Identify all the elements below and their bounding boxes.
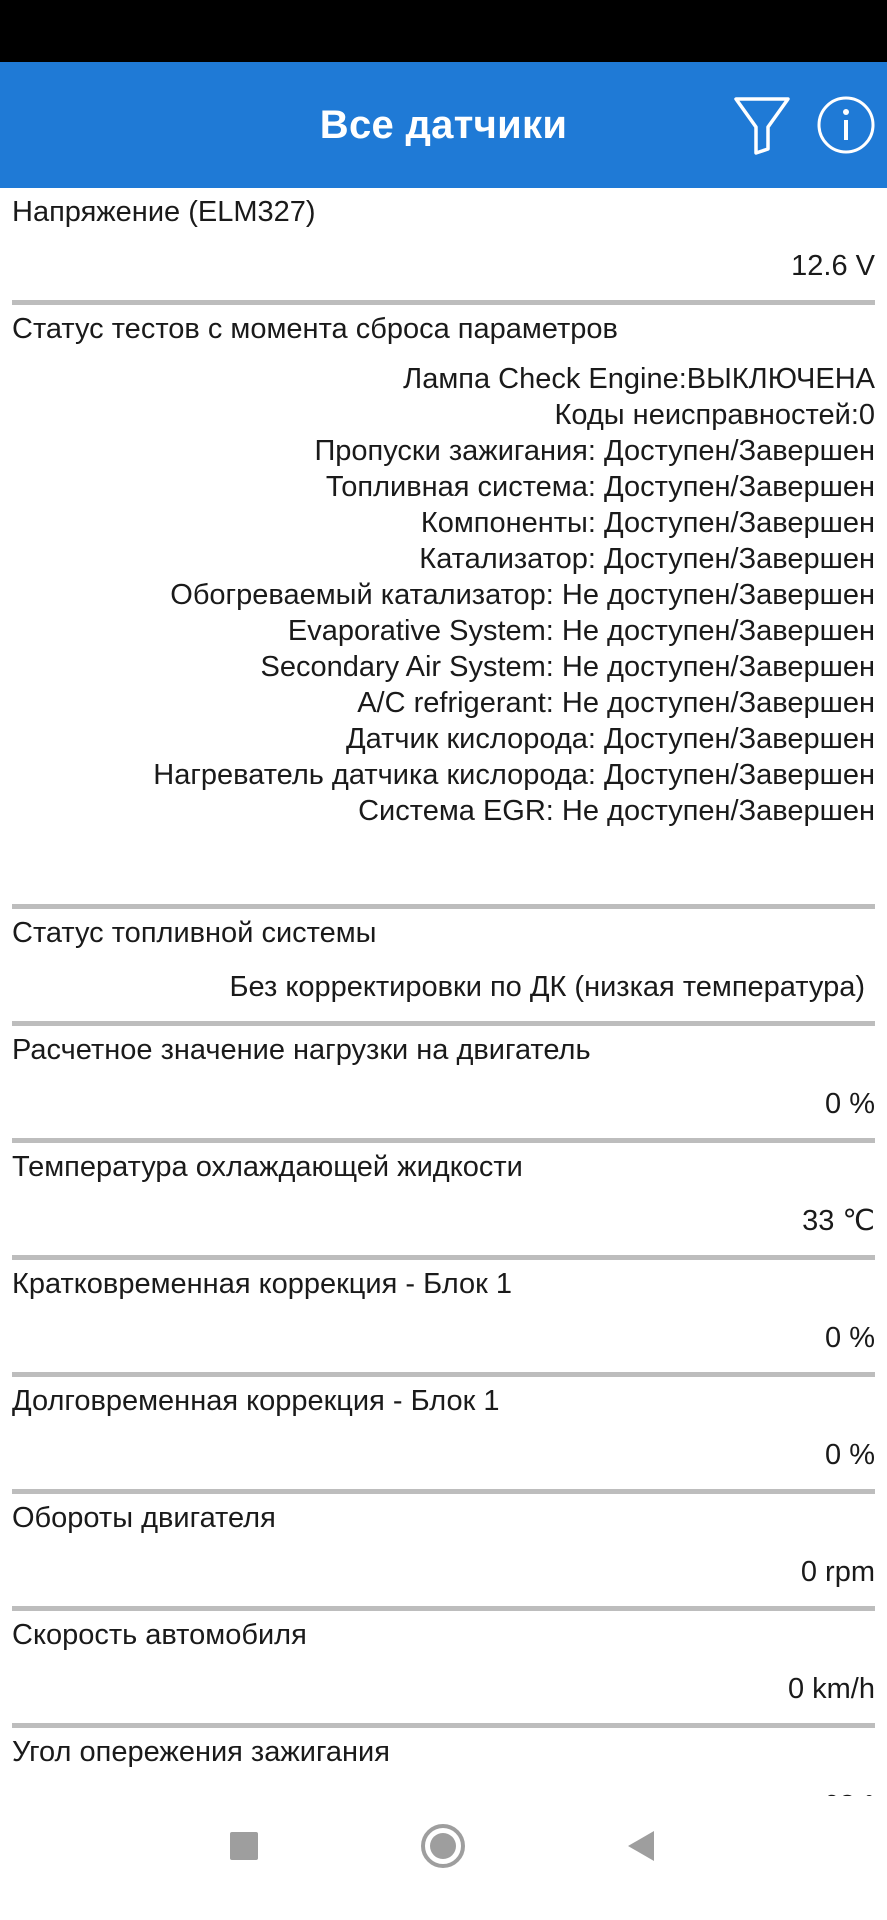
sensor-item[interactable]: [0, 1377, 887, 1494]
sensor-item[interactable]: [0, 1611, 887, 1728]
test-status-line: Коды неисправностей:0: [554, 399, 875, 431]
sensor-item[interactable]: [0, 188, 887, 305]
sensor-name: Температура охлаждающей жидкости: [12, 1151, 523, 1183]
sensor-name: Кратковременная коррекция - Блок 1: [12, 1268, 513, 1300]
sensor-value: Без корректировки по ДК (низкая температура): [229, 971, 865, 1003]
sensor-value: 0 %: [825, 1088, 875, 1120]
sensor-item[interactable]: [0, 1026, 887, 1143]
sensor-name: Угол опережения зажигания: [12, 1736, 390, 1768]
sensor-name: Расчетное значение нагрузки на двигатель: [12, 1034, 591, 1066]
filter-icon: [733, 95, 791, 157]
sensor-list[interactable]: [0, 188, 887, 1796]
sensor-item[interactable]: [0, 305, 887, 909]
test-status-line: Топливная система: Доступен/Завершен: [325, 471, 875, 503]
sensor-item[interactable]: [0, 909, 887, 1026]
test-status-line: Лампа Check Engine:ВЫКЛЮЧЕНА: [403, 363, 875, 395]
page-title: Все датчики: [319, 103, 568, 147]
app-bar: [0, 62, 887, 188]
sensor-value: 0 km/h: [787, 1673, 875, 1705]
filter-button[interactable]: [733, 95, 791, 157]
recents-button[interactable]: [216, 1818, 272, 1874]
test-status-line: Secondary Air System: Не доступен/Завершен: [260, 651, 875, 683]
test-status-list: [12, 361, 875, 829]
sensor-item[interactable]: [0, 1494, 887, 1611]
info-icon: [816, 95, 876, 155]
sensor-name: Скорость автомобиля: [12, 1619, 307, 1651]
test-status-line: Компоненты: Доступен/Завершен: [420, 507, 875, 539]
status-bar: [0, 0, 887, 62]
triangle-back-icon: [612, 1818, 668, 1874]
sensor-value: 12.6 V: [791, 250, 875, 282]
sensor-name: Долговременная коррекция - Блок 1: [12, 1385, 500, 1417]
info-button[interactable]: [816, 95, 876, 155]
test-status-line: Обогреваемый катализатор: Не доступен/Завершен: [170, 579, 875, 611]
sensor-item[interactable]: [0, 1260, 887, 1377]
home-button[interactable]: [413, 1816, 473, 1876]
test-status-line: Нагреватель датчика кислорода: Доступен/Завершен: [153, 759, 875, 791]
back-button[interactable]: [612, 1818, 668, 1874]
sensor-value: 0 rpm: [800, 1556, 875, 1588]
circle-icon: [413, 1816, 473, 1876]
sensor-name: Напряжение (ELM327): [12, 196, 316, 228]
sensor-name: Обороты двигателя: [12, 1502, 276, 1534]
sensor-item[interactable]: [0, 1143, 887, 1260]
navigation-bar: [0, 1796, 887, 1920]
sensor-value: 33 ℃: [802, 1205, 875, 1237]
sensor-name: Статус топливной системы: [12, 917, 377, 949]
test-status-line: Evaporative System: Не доступен/Завершен: [287, 615, 875, 647]
test-status-line: Катализатор: Доступен/Завершен: [419, 543, 875, 575]
square-icon: [216, 1818, 272, 1874]
test-status-line: A/C refrigerant: Не доступен/Завершен: [357, 687, 875, 719]
sensor-name: Статус тестов с момента сброса параметров: [12, 313, 618, 345]
sensor-value: 0 %: [825, 1439, 875, 1471]
test-status-line: Система EGR: Не доступен/Завершен: [358, 795, 875, 827]
test-status-line: Датчик кислорода: Доступен/Завершен: [345, 723, 875, 755]
test-status-line: Пропуски зажигания: Доступен/Завершен: [314, 435, 875, 467]
sensor-value: 0 %: [825, 1322, 875, 1354]
